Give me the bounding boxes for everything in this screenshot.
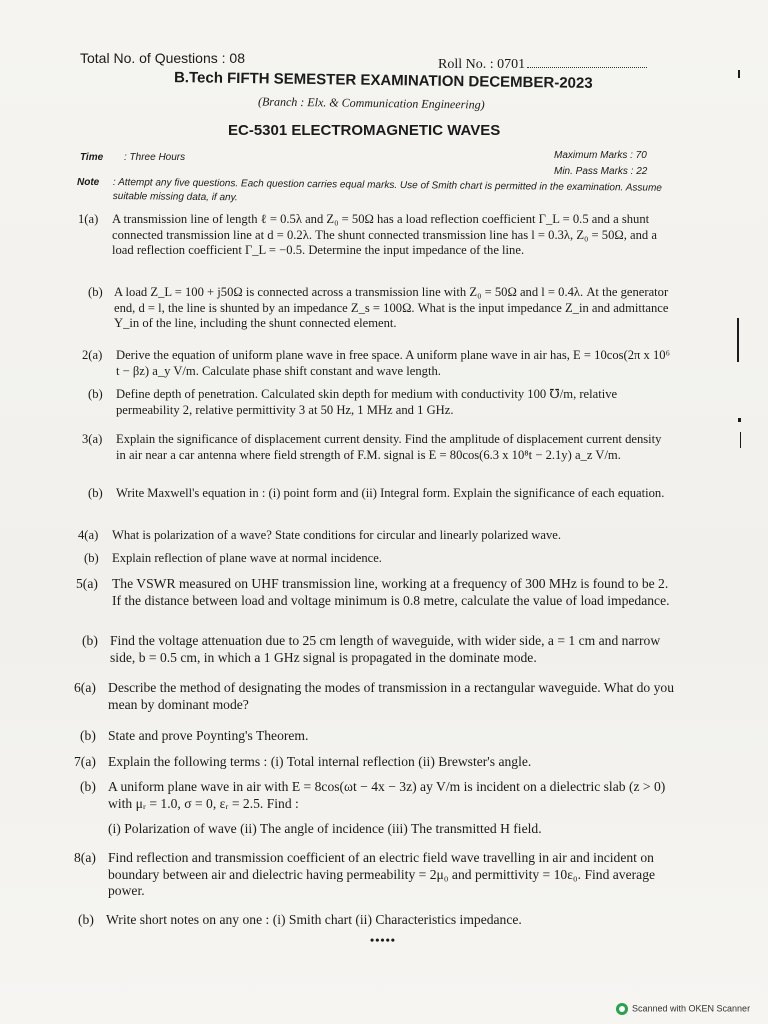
roll-number-fill-line xyxy=(527,56,647,68)
question-text: Explain reflection of plane wave at normal incidence. xyxy=(112,551,382,565)
total-questions: Total No. of Questions : 08 xyxy=(80,50,245,66)
question-number: (b) xyxy=(88,285,103,299)
question-number: 8(a) xyxy=(74,850,96,865)
oken-scanner-logo-icon xyxy=(616,1003,628,1015)
maximum-marks: Maximum Marks : 70 xyxy=(554,150,647,161)
question-text: Find reflection and transmission coefficient of an electric field wave travelling in air and incident on boundary between air and dielectric having permeability = 2μ₀ and permittivity = 10ε₀. Find average power. xyxy=(108,850,656,898)
question-number: 5(a) xyxy=(76,576,98,591)
course-title: EC-5301 ELECTROMAGNETIC WAVES xyxy=(228,122,501,139)
question-text: A load Z_L = 100 + j50Ω is connected across a transmission line with Z₀ = 50Ω and l = 0.4λ. At the generator end, d = l, the line is shunted by an impedance Z_s = 100Ω. What is the input impedance Z_in and admittance Y_in of the line, including the shunt connected element. xyxy=(114,285,669,330)
roll-number xyxy=(438,56,647,73)
question-text: Write short notes on any one : (i) Smith chart (ii) Characteristics impedance. xyxy=(106,912,522,927)
exam-title: B.Tech FIFTH SEMESTER EXAMINATION DECEMBER-2023 xyxy=(173,69,593,92)
roll-number-text: Roll No. : 0701 xyxy=(438,57,526,72)
min-pass-marks: Min. Pass Marks : 22 xyxy=(554,166,648,177)
question-number: (b) xyxy=(82,633,98,648)
question-number: 7(a) xyxy=(74,754,96,769)
question-number: (b) xyxy=(80,728,96,743)
margin-pen-mark xyxy=(737,318,739,362)
question-number: (b) xyxy=(88,387,103,401)
question-text: Define depth of penetration. Calculated skin depth for medium with conductivity 100 ℧/m, relative permeability 2, relative permittivity 3 at 50 Hz, 1 MHz and 1 GHz. xyxy=(116,387,618,417)
question-number: 3(a) xyxy=(82,432,103,446)
margin-pen-mark xyxy=(738,418,741,422)
question-number: (b) xyxy=(84,551,99,565)
note-text: : Attempt any five questions. Each question carries equal marks. Use of Smith chart is permitted in the examination. Assume suitable missing data, if any. xyxy=(112,176,662,204)
margin-pen-mark xyxy=(738,70,740,78)
question-text: State and prove Poynting's Theorem. xyxy=(108,728,309,743)
question-number: (b) xyxy=(80,779,96,794)
question-text: (i) Polarization of wave (ii) The angle of incidence (iii) The transmitted H field. xyxy=(108,821,542,836)
question-text: Derive the equation of uniform plane wave in free space. A uniform plane wave in air has, E = 10cos(2π x 10⁶ t − βz) a_y V/m. Calculate phase shift constant and wave length. xyxy=(116,348,670,378)
question-number: (b) xyxy=(78,912,94,927)
time-label: Time xyxy=(80,152,104,163)
question-text: The VSWR measured on UHF transmission line, working at a frequency of 300 MHz is found to be 2. If the distance between load and voltage minimum is 0.8 metre, calculate the value of load impedance. xyxy=(112,576,670,608)
scanner-watermark-text: Scanned with OKEN Scanner xyxy=(632,1003,751,1014)
question-number: 2(a) xyxy=(82,348,103,362)
question-text: A transmission line of length ℓ = 0.5λ and Z₀ = 50Ω has a load reflection coefficient Γ_L = 0.5 and a shunt connected transmission line at d = 0.2λ. The shunt connected transmission line has l = 0.3λ, Z₀ = 50Ω, and a load reflection coefficient Γ_L = −0.5. Determine the input impedance of the line. xyxy=(112,212,657,257)
question-text: Write Maxwell's equation in : (i) point form and (ii) Integral form. Explain the significance of each equation. xyxy=(116,486,665,500)
end-of-paper-mark: ••••• xyxy=(370,933,397,947)
time-value: : Three Hours xyxy=(124,152,186,163)
question-text: Find the voltage attenuation due to 25 cm length of waveguide, with wider side, a = 1 cm and narrow side, b = 0.5 cm, in which a 1 GHz signal is propagated in the dominate mode. xyxy=(110,633,661,665)
note-block xyxy=(77,176,677,204)
branch-line: (Branch : Elx. & Communication Engineering) xyxy=(257,94,485,112)
question-number: (b) xyxy=(88,486,103,500)
question-text: Explain the significance of displacement current density. Find the amplitude of displacement current density in air near a car antenna where field strength of F.M. signal is E = 80cos(6.3 x 10⁸t − 2.1y) a_z V/m. xyxy=(116,432,662,462)
note-label: Note xyxy=(77,177,100,188)
scanner-watermark xyxy=(616,1003,750,1015)
question-text: Explain the following terms : (i) Total internal reflection (ii) Brewster's angle. xyxy=(108,754,532,769)
question-number: 4(a) xyxy=(78,528,99,542)
margin-pen-mark xyxy=(740,432,741,448)
question-number: 6(a) xyxy=(74,680,96,695)
question-text: Describe the method of designating the modes of transmission in a rectangular waveguide. What do you mean by dominant mode? xyxy=(108,680,675,712)
question-text: A uniform plane wave in air with E = 8cos(ωt − 4x − 3z) ay V/m is incident on a dielectric slab (z > 0) with μᵣ = 1.0, σ = 0, εᵣ = 2.5. Find : xyxy=(108,779,666,811)
question-text: What is polarization of a wave? State conditions for circular and linearly polarized wave. xyxy=(112,528,561,542)
question-number: 1(a) xyxy=(78,212,99,226)
